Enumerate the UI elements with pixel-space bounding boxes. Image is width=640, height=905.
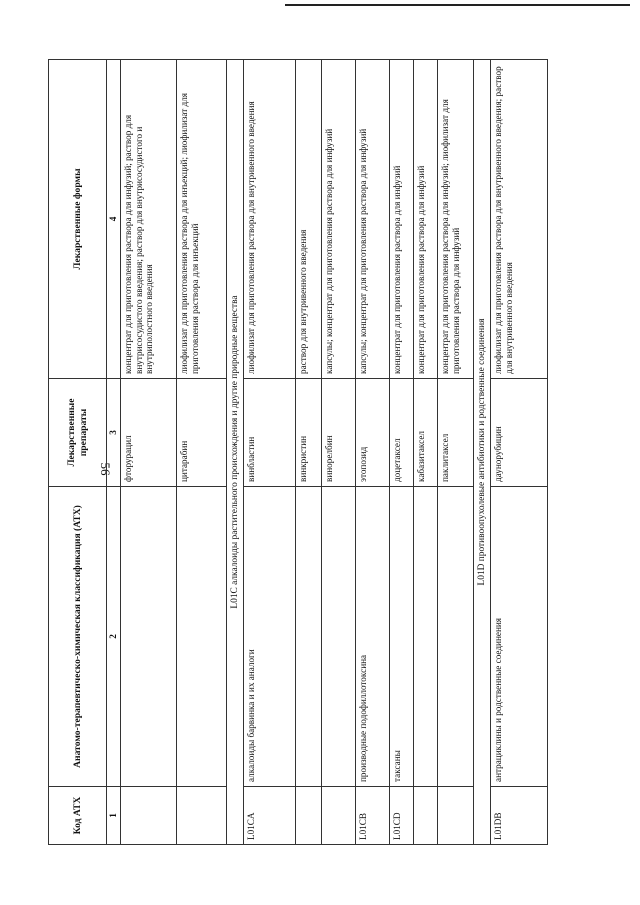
drug-cell: винкристин: [296, 379, 322, 487]
header-form: Лекарственные формы: [49, 60, 107, 379]
drug-cell: даунорубицин: [491, 379, 548, 487]
drug-cell: винорелбин: [322, 379, 356, 487]
table-row: [296, 60, 322, 845]
code-cell: [121, 787, 177, 845]
atc-cell: [177, 487, 227, 787]
atc-table: [48, 59, 548, 845]
atc-cell: таксаны: [390, 487, 414, 787]
code-cell: [322, 787, 356, 845]
column-number: 4: [107, 60, 121, 379]
drug-cell: кабазитаксел: [414, 379, 438, 487]
code-cell: L01DB: [491, 787, 548, 845]
code-cell: L01CD: [390, 787, 414, 845]
form-cell: капсулы; концентрат для приготовления раствора для инфузий: [356, 60, 390, 379]
table-row: [244, 60, 296, 845]
header-drug: Лекарственные препараты: [49, 379, 107, 487]
atc-cell: [414, 487, 438, 787]
column-number: 1: [107, 787, 121, 845]
form-cell: капсулы; концентрат для приготовления раствора для инфузий: [322, 60, 356, 379]
form-cell: концентрат для приготовления раствора для инфузий: [390, 60, 414, 379]
atc-cell: [296, 487, 322, 787]
table-row: [356, 60, 390, 845]
table-row: [491, 60, 548, 845]
code-cell: [296, 787, 322, 845]
form-cell: лиофилизат для приготовления раствора для внутривенного введения: [244, 60, 296, 379]
code-cell: L01CB: [356, 787, 390, 845]
drug-cell: цитарабин: [177, 379, 227, 487]
form-cell: концентрат для приготовления раствора для инфузий; раствор для внутрисосудистого введения; раствор для внутрисосудистого и внутриполостного введения: [121, 60, 177, 379]
atc-cell: [322, 487, 356, 787]
table-row: [390, 60, 414, 845]
rotated-page: [48, 60, 548, 845]
section-row: [227, 60, 244, 845]
form-cell: лиофилизат для приготовления раствора для внутривенного введения; раствор для внутривенного введения: [491, 60, 548, 379]
form-cell: концентрат для приготовления раствора для инфузий; лиофилизат для приготовления раствора для инфузий: [438, 60, 474, 379]
drug-cell: паклитаксел: [438, 379, 474, 487]
section-title: L01D противоопухолевые антибиотики и родственные соединения: [474, 60, 491, 845]
table-row: [414, 60, 438, 845]
header-atc: Анатомо-терапевтическо-химическая классификация (АТХ): [49, 487, 107, 787]
code-cell: [438, 787, 474, 845]
code-cell: [177, 787, 227, 845]
header-code: Код АТХ: [49, 787, 107, 845]
table-row: [322, 60, 356, 845]
scan-edge-line: [285, 4, 630, 6]
drug-cell: доцетаксел: [390, 379, 414, 487]
table-header-row: [49, 60, 107, 845]
code-cell: L01CA: [244, 787, 296, 845]
drug-cell: этопозид: [356, 379, 390, 487]
atc-cell: производные подофиллотоксина: [356, 487, 390, 787]
drug-cell: винбластин: [244, 379, 296, 487]
table-row: [121, 60, 177, 845]
drug-cell: фторурацил: [121, 379, 177, 487]
page-number: 56: [98, 462, 113, 476]
atc-cell: [121, 487, 177, 787]
form-cell: раствор для внутривенного введения: [296, 60, 322, 379]
table-row: [438, 60, 474, 845]
form-cell: лиофилизат для приготовления раствора для инъекций; лиофилизат для приготовления раствора для инъекций: [177, 60, 227, 379]
form-cell: концентрат для приготовления раствора для инфузий: [414, 60, 438, 379]
column-number-row: [107, 60, 121, 845]
section-row: [474, 60, 491, 845]
atc-cell: антрациклины и родственные соединения: [491, 487, 548, 787]
table-row: [177, 60, 227, 845]
section-title: L01C алкалоиды растительного происхождения и другие природные вещества: [227, 60, 244, 845]
column-number: 2: [107, 487, 121, 787]
column-number: 3: [107, 379, 121, 487]
atc-cell: [438, 487, 474, 787]
code-cell: [414, 787, 438, 845]
atc-cell: алкалоиды барвинка и их аналоги: [244, 487, 296, 787]
